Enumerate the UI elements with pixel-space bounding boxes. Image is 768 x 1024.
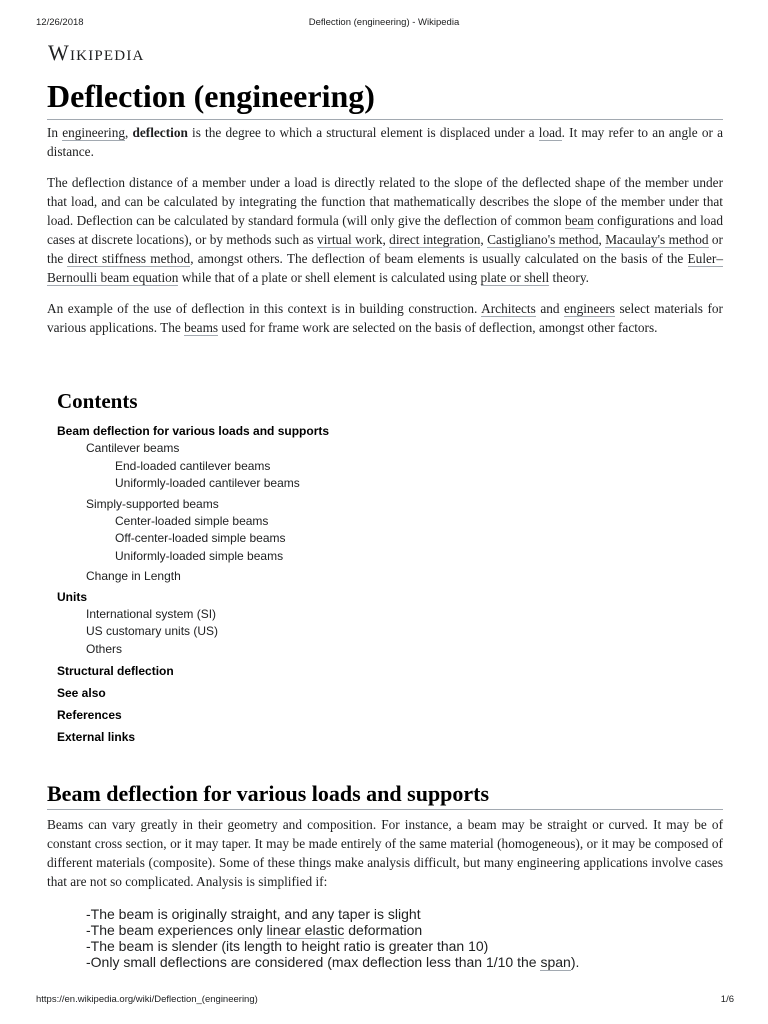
- link-castigliano[interactable]: Castigliano's method: [487, 232, 599, 247]
- toc-item-off-center[interactable]: Off-center-loaded simple beams: [115, 531, 286, 546]
- toc-item-external[interactable]: External links: [57, 729, 136, 744]
- link-euler-bernoulli[interactable]: Euler–Bernoulli beam equation: [47, 251, 723, 285]
- print-title: Deflection (engineering) - Wikipedia: [308, 17, 460, 28]
- toc-item-units[interactable]: Units: [57, 589, 87, 604]
- page-title: Deflection (engineering): [47, 77, 723, 120]
- bold-term: deflection: [132, 125, 188, 140]
- link-engineering[interactable]: engineering: [62, 125, 125, 140]
- toc-item-uniform-simple[interactable]: Uniformly-loaded simple beams: [115, 548, 284, 563]
- print-date: 12/26/2018: [36, 17, 84, 28]
- condition-1: -The beam is originally straight, and any taper is slight: [86, 906, 421, 922]
- link-direct-stiffness[interactable]: direct stiffness method: [67, 251, 191, 266]
- print-header: [0, 17, 768, 31]
- toc-item-structural[interactable]: Structural deflection: [57, 663, 174, 678]
- link-plate-or-shell[interactable]: plate or shell: [480, 270, 550, 285]
- toc-item-si[interactable]: International system (SI): [86, 607, 217, 622]
- link-architects[interactable]: Architects: [481, 301, 536, 316]
- toc-item-cantilever[interactable]: Cantilever beams: [86, 441, 180, 456]
- link-span[interactable]: span: [540, 954, 571, 970]
- link-virtual-work[interactable]: virtual work: [317, 232, 383, 247]
- toc-item-change-length[interactable]: Change in Length: [86, 569, 181, 584]
- intro-content: [47, 123, 723, 349]
- toc-title: Contents: [57, 389, 138, 413]
- link-beam[interactable]: beam: [564, 213, 594, 228]
- toc-item-references[interactable]: References: [57, 707, 122, 722]
- link-engineers[interactable]: engineers: [564, 301, 615, 316]
- intro-paragraph-1: In engineering, deflection is the degree to which a structural element is displaced under a load. It may refer to an angle or a distance.: [47, 125, 723, 159]
- page-number: 1/6: [720, 994, 734, 1005]
- condition-3: -The beam is slender (its length to height ratio is greater than 10): [86, 938, 489, 954]
- link-linear-elastic[interactable]: linear elastic: [266, 922, 345, 938]
- link-load[interactable]: load: [538, 125, 562, 140]
- table-of-contents: [48, 389, 368, 746]
- intro-paragraph-2: The deflection distance of a member under a load is directly related to the slope of the deflected shape of the member under that load, and can be calculated by integrating the function that mathematically describes the slope of the member under that load. Deflection can be calculated by standard formula (will only give the deflection of common beam configurations and load cases at discrete locations), or by methods such as virtual work, direct integration, Castigliano's method, Macaulay's method or the direct stiffness method, amongst others. The deflection of beam elements is usually calculated on the basis of the Euler–Bernoulli beam equation while that of a plate or shell element is calculated using plate or shell theory.: [47, 175, 723, 285]
- link-beams[interactable]: beams: [184, 320, 219, 335]
- conditions-list: [86, 906, 706, 970]
- condition-4: -Only small deflections are considered (max deflection less than 1/10 the span).: [86, 954, 580, 970]
- toc-item-beam-deflection[interactable]: Beam deflection for various loads and supports: [57, 424, 330, 438]
- section-body: Beams can vary greatly in their geometry and composition. For instance, a beam may be straight or curved. It may be of constant cross section, or it may taper. It may be made entirely of the same material (homogeneous), or it may be composed of different materials (composite). Some of these things make analysis difficult, but many engineering applications involve cases that are not so complicated. Analysis is simplified if:: [47, 817, 723, 889]
- print-footer: [0, 994, 768, 1008]
- wikipedia-logo[interactable]: Wikipedia: [48, 40, 145, 65]
- condition-2: -The beam experiences only linear elastic deformation: [86, 922, 423, 938]
- print-url: https://en.wikipedia.org/wiki/Deflection_(engineering): [36, 994, 258, 1005]
- toc-item-us[interactable]: US customary units (US): [86, 624, 219, 639]
- toc-item-center-loaded[interactable]: Center-loaded simple beams: [115, 514, 269, 529]
- toc-item-simply-supported[interactable]: Simply-supported beams: [86, 496, 219, 511]
- section-heading: Beam deflection for various loads and supports: [47, 780, 723, 810]
- toc-list: [48, 423, 368, 746]
- toc-item-others[interactable]: Others: [86, 641, 123, 656]
- toc-item-see-also[interactable]: See also: [57, 685, 106, 700]
- link-macaulay[interactable]: Macaulay's method: [605, 232, 709, 247]
- toc-item-end-loaded[interactable]: End-loaded cantilever beams: [115, 458, 271, 473]
- toc-item-uniform-cantilever[interactable]: Uniformly-loaded cantilever beams: [115, 476, 300, 491]
- intro-paragraph-3: An example of the use of deflection in this context is in building construction. Architects and engineers select materials for various applications. The beams used for frame work are selected on the basis of deflection, amongst other factors.: [47, 301, 723, 335]
- link-direct-integration[interactable]: direct integration: [389, 232, 481, 247]
